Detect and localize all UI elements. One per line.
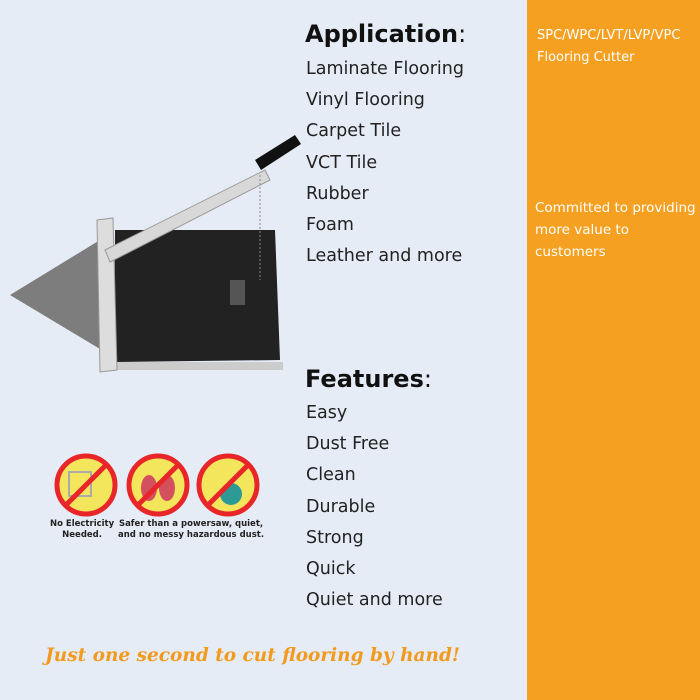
list-item: Laminate Flooring xyxy=(306,59,464,79)
no-electricity-icon xyxy=(53,452,119,518)
list-item: Clean xyxy=(306,465,356,486)
list-item: Foam xyxy=(306,215,354,236)
no-power-saw-icon xyxy=(195,452,261,518)
flooring-cutter-image xyxy=(5,130,305,390)
list-item: Quiet and more xyxy=(306,590,443,611)
list-item: Vinyl Flooring xyxy=(306,90,425,111)
no-lung-damage-icon xyxy=(125,452,191,518)
list-item: VCT Tile xyxy=(306,152,378,173)
orange-sidebar xyxy=(527,0,700,700)
list-item: Dust Free xyxy=(306,434,390,455)
no-electricity-caption: No Electricity Needed. xyxy=(50,519,115,540)
safer-caption: Safer than a powersaw, quiet, and no messy hazardous dust. xyxy=(118,519,265,540)
list-item: Durable xyxy=(306,496,376,517)
application-list xyxy=(306,54,464,272)
list-item: Quick xyxy=(306,559,356,580)
list-item: Leather and more xyxy=(306,246,463,267)
features-list xyxy=(306,398,443,616)
tagline: Committed to providing more value to customers xyxy=(535,200,696,260)
list-item: Rubber xyxy=(306,183,369,204)
slogan: Just one second to cut flooring by hand! xyxy=(45,645,461,666)
list-item: Easy xyxy=(306,403,348,423)
list-item: Strong xyxy=(306,527,364,548)
features-heading: Features: xyxy=(305,365,432,393)
list-item: Carpet Tile xyxy=(306,121,402,142)
product-name: SPC/WPC/LVT/LVP/VPC Flooring Cutter xyxy=(537,28,681,65)
application-heading: Application: xyxy=(305,20,467,48)
